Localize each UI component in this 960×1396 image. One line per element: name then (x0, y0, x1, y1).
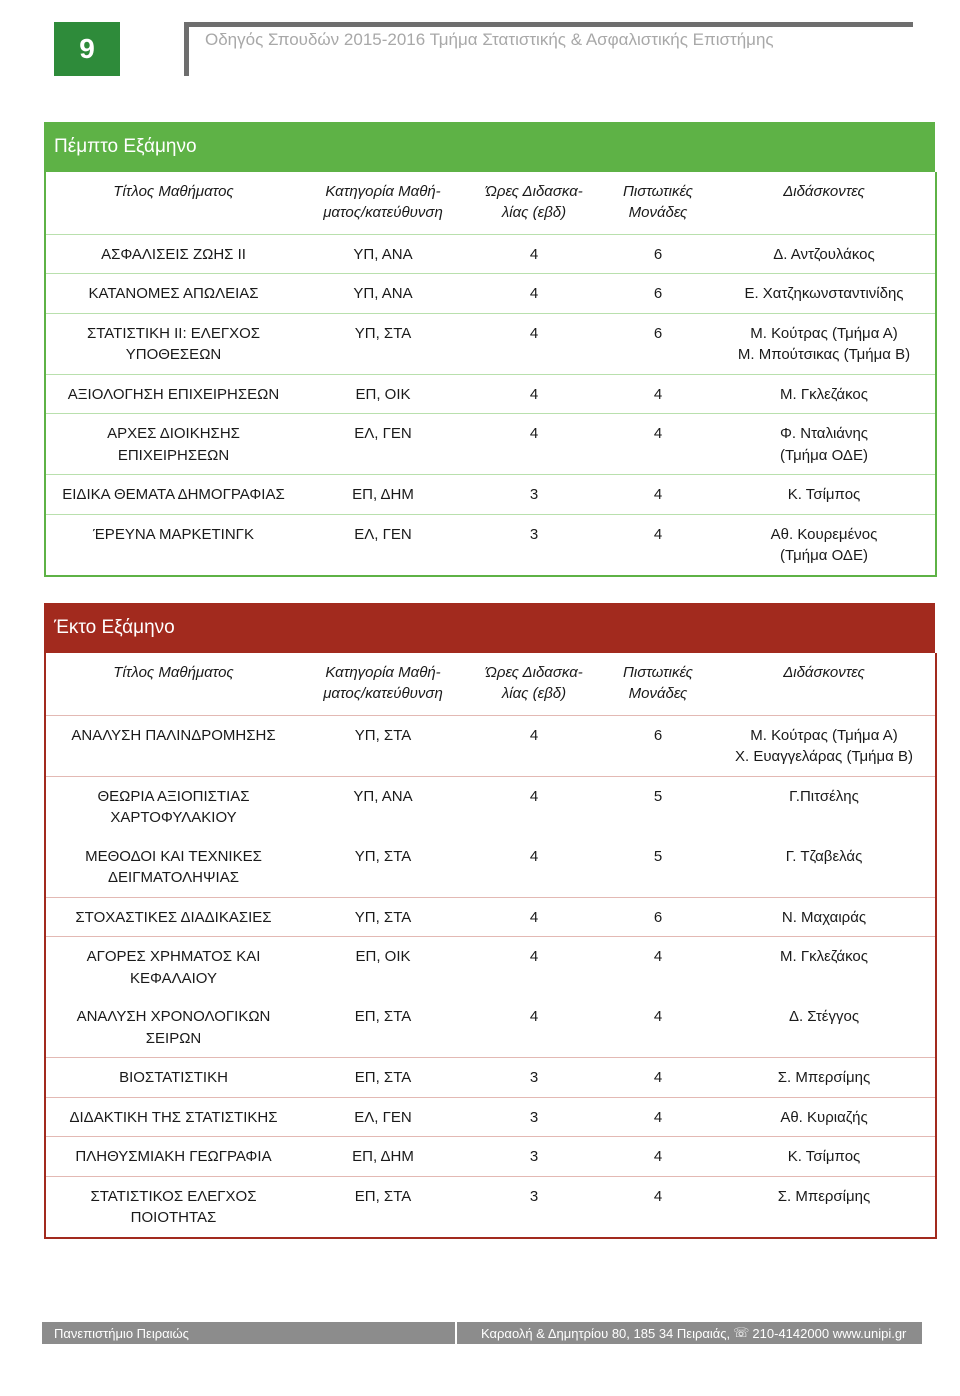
course-teachers: Αθ. Κυριαζής (713, 1097, 936, 1137)
course-credits: 4 (653, 948, 663, 965)
course-teachers: Μ. Γκλεζάκος (713, 374, 936, 414)
course-teachers: Αθ. Κουρεμένος (Τμήμα ΟΔΕ) (770, 525, 878, 564)
course-credits: 4 (603, 1058, 713, 1098)
course-teachers: Κ. Τσίμπος (713, 1137, 936, 1177)
course-teachers: Σ. Μπερσίμης (777, 1187, 871, 1205)
course-teachers: Μ. Γκλεζάκος (780, 948, 868, 965)
header-divider-vertical (184, 22, 189, 76)
course-hours: 3 (465, 1137, 603, 1177)
course-teachers: Κ. Τσίμπος (713, 475, 936, 515)
header-divider-horizontal (189, 22, 913, 27)
course-category: ΥΠ, ΑΝΑ (353, 787, 413, 805)
col-header-teachers: Διδάσκοντες (713, 653, 936, 715)
course-teachers: Σ. Μπερσίμης (713, 1058, 936, 1098)
course-title: ΠΛΗΘΥΣΜΙΑΚΗ ΓΕΩΓΡΑΦΙΑ (45, 1137, 301, 1177)
course-credits: 4 (603, 997, 713, 1058)
col-header-teachers: Διδάσκοντες (713, 172, 936, 234)
course-teachers: Ε. Χατζηκωνσταντινίδης (713, 274, 936, 314)
course-hours: 4 (465, 234, 603, 274)
course-teachers: Ν. Μαχαιράς (713, 897, 936, 937)
course-hours: 4 (465, 414, 603, 475)
col-header-hours: Ώρες Διδασκα- λίας (εβδ) (465, 172, 603, 234)
course-title: ΘΕΩΡΙΑ ΑΞΙΟΠΙΣΤΙΑΣ ΧΑΡΤΟΦΥΛΑΚΙΟΥ (97, 787, 250, 826)
col-header-type: Κατηγορία Μαθή- ματος/κατεύθυνση (301, 653, 465, 715)
course-credits: 4 (653, 1187, 663, 1205)
course-teachers: Δ. Στέγγος (713, 997, 936, 1058)
course-credits: 4 (603, 374, 713, 414)
course-title: ΈΡΕΥΝΑ ΜΑΡΚΕΤΙΝΓΚ (93, 525, 254, 543)
col-header-hours: Ώρες Διδασκα- λίας (εβδ) (465, 653, 603, 715)
course-category: ΥΠ, ΣΤΑ (301, 313, 465, 374)
table-row (45, 274, 936, 314)
sixth-semester-table (44, 653, 937, 1239)
table-row (45, 715, 936, 776)
course-teachers: Μ. Κούτρας (Τμήμα Α) Μ. Μπούτσικας (Τμήμα Β) (713, 313, 936, 374)
course-credits: 5 (603, 837, 713, 898)
table-row (45, 414, 936, 475)
course-category: ΥΠ, ΑΝΑ (301, 274, 465, 314)
course-teachers: Γ. Τζαβελάς (713, 837, 936, 898)
table-row (45, 1097, 936, 1137)
course-title: ΣΤΑΤΙΣΤΙΚΟΣ ΕΛΕΓΧΟΣ ΠΟΙΟΤΗΤΑΣ (90, 1187, 257, 1226)
table-row (45, 776, 936, 837)
course-hours: 4 (465, 374, 603, 414)
course-hours: 4 (529, 787, 539, 805)
col-header-title: Τίτλος Μαθήματος (45, 653, 301, 715)
course-hours: 3 (465, 475, 603, 515)
course-title: ΑΣΦΑΛΙΣΕΙΣ ΖΩΗΣ ΙΙ (45, 234, 301, 274)
table-row (45, 937, 936, 998)
table-row (45, 897, 936, 937)
table-row (45, 514, 936, 576)
course-title: ΑΡΧΕΣ ΔΙΟΙΚΗΣΗΣ ΕΠΙΧΕΙΡΗΣΕΩΝ (45, 414, 301, 475)
course-teachers: Δ. Αντζουλάκος (713, 234, 936, 274)
course-credits: 6 (603, 897, 713, 937)
table-row (45, 1058, 936, 1098)
course-title: ΑΝΑΛΥΣΗ ΠΑΛΙΝΔΡΟΜΗΣΗΣ (45, 715, 301, 776)
phone-icon: ☏ (733, 1325, 750, 1340)
course-teachers: Φ. Νταλιάνης (Τμήμα ΟΔΕ) (713, 414, 936, 475)
table-row (45, 837, 936, 898)
course-category: ΕΛ, ΓΕΝ (354, 525, 412, 543)
page-number: 9 (54, 22, 120, 76)
course-category: ΕΠ, ΣΤΑ (301, 997, 465, 1058)
course-category: ΥΠ, ΑΝΑ (301, 234, 465, 274)
course-credits: 4 (603, 1137, 713, 1177)
table-row (45, 1137, 936, 1177)
course-hours: 4 (465, 274, 603, 314)
course-hours: 4 (529, 948, 539, 965)
sixth-semester-rows (45, 715, 936, 1238)
course-hours: 3 (529, 1187, 539, 1205)
course-category: ΕΛ, ΓΕΝ (301, 1097, 465, 1137)
course-credits: 6 (603, 234, 713, 274)
table-row (45, 1176, 936, 1238)
footer-university (42, 1322, 455, 1344)
course-hours: 3 (465, 1097, 603, 1137)
col-header-credits: Πιστωτικές Μονάδες (603, 172, 713, 234)
course-title: ΔΙΔΑΚΤΙΚΗ ΤΗΣ ΣΤΑΤΙΣΤΙΚΗΣ (45, 1097, 301, 1137)
fifth-semester-rows (45, 234, 936, 576)
footer-address: Καραολή & Δημητρίου 80, 185 34 Πειραιάς, (481, 1325, 731, 1341)
course-credits: 5 (653, 787, 663, 805)
course-title: ΣΤΑΤΙΣΤΙΚΗ ΙΙ: ΕΛΕΓΧΟΣ ΥΠΟΘΕΣΕΩΝ (45, 313, 301, 374)
course-category: ΕΛ, ΓΕΝ (301, 414, 465, 475)
course-hours: 4 (465, 897, 603, 937)
course-credits: 6 (603, 274, 713, 314)
course-hours: 4 (465, 715, 603, 776)
course-credits: 4 (653, 525, 663, 543)
table-header-row (45, 172, 936, 234)
course-title: ΑΞΙΟΛΟΓΗΣΗ ΕΠΙΧΕΙΡΗΣΕΩΝ (45, 374, 301, 414)
course-category: ΥΠ, ΣΤΑ (301, 897, 465, 937)
course-category: ΥΠ, ΣΤΑ (301, 715, 465, 776)
course-title: ΚΑΤΑΝΟΜΕΣ ΑΠΩΛΕΙΑΣ (45, 274, 301, 314)
table-row (45, 313, 936, 374)
course-category: ΕΠ, ΟΙΚ (355, 948, 411, 965)
footer-phone: 210-4142000 (752, 1325, 830, 1341)
course-credits: 4 (603, 1097, 713, 1137)
sixth-semester-section (44, 603, 935, 1239)
course-category: ΕΠ, ΣΤΑ (354, 1187, 412, 1205)
course-credits: 4 (603, 475, 713, 515)
course-hours: 3 (529, 525, 539, 543)
course-title: ΜΕΘΟΔΟΙ ΚΑΙ ΤΕΧΝΙΚΕΣ ΔΕΙΓΜΑΤΟΛΗΨΙΑΣ (45, 837, 301, 898)
course-category: ΕΠ, ΟΙΚ (301, 374, 465, 414)
course-title: ΕΙΔΙΚΑ ΘΕΜΑΤΑ ΔΗΜΟΓΡΑΦΙΑΣ (45, 475, 301, 515)
course-credits: 6 (603, 715, 713, 776)
col-header-title: Τίτλος Μαθήματος (45, 172, 301, 234)
fifth-semester-table (44, 172, 937, 577)
course-title: ΑΓΟΡΕΣ ΧΡΗΜΑΤΟΣ ΚΑΙ ΚΕΦΑΛΑΙΟΥ (86, 948, 261, 987)
course-title: ΑΝΑΛΥΣΗ ΧΡΟΝΟΛΟΓΙΚΩΝ ΣΕΙΡΩΝ (45, 997, 301, 1058)
course-category: ΕΠ, ΣΤΑ (301, 1058, 465, 1098)
table-row (45, 374, 936, 414)
course-teachers: Γ.Πιτσέλης (789, 787, 859, 805)
course-category: ΕΠ, ΔΗΜ (301, 475, 465, 515)
course-title: ΒΙΟΣΤΑΤΙΣΤΙΚΗ (45, 1058, 301, 1098)
footer-contact (457, 1322, 922, 1344)
table-row (45, 475, 936, 515)
course-teachers: Μ. Κούτρας (Τμήμα Α) Χ. Ευαγγελάρας (Τμήμα Β) (713, 715, 936, 776)
footer-website-link[interactable]: www.unipi.gr (832, 1325, 907, 1341)
footer-university-name: Πανεπιστήμιο Πειραιώς (54, 1325, 189, 1341)
course-credits: 4 (603, 414, 713, 475)
course-title: ΣΤΟΧΑΣΤΙΚΕΣ ΔΙΑΔΙΚΑΣΙΕΣ (45, 897, 301, 937)
course-hours: 4 (465, 313, 603, 374)
header-title: Οδηγός Σπουδών 2015-2016 Τμήμα Στατιστικής & Ασφαλιστικής Επιστήμης (205, 30, 774, 49)
course-category: ΕΠ, ΔΗΜ (301, 1137, 465, 1177)
fifth-semester-title: Πέμπτο Εξάμηνο (44, 122, 935, 172)
course-credits: 6 (603, 313, 713, 374)
sixth-semester-title: Έκτο Εξάμηνο (44, 603, 935, 653)
course-category: ΥΠ, ΣΤΑ (301, 837, 465, 898)
col-header-type: Κατηγορία Μαθή- ματος/κατεύθυνση (301, 172, 465, 234)
course-hours: 4 (465, 837, 603, 898)
table-row (45, 997, 936, 1058)
fifth-semester-section (44, 122, 935, 577)
table-header-row (45, 653, 936, 715)
col-header-credits: Πιστωτικές Μονάδες (603, 653, 713, 715)
course-hours: 3 (465, 1058, 603, 1098)
table-row (45, 234, 936, 274)
course-hours: 4 (465, 997, 603, 1058)
